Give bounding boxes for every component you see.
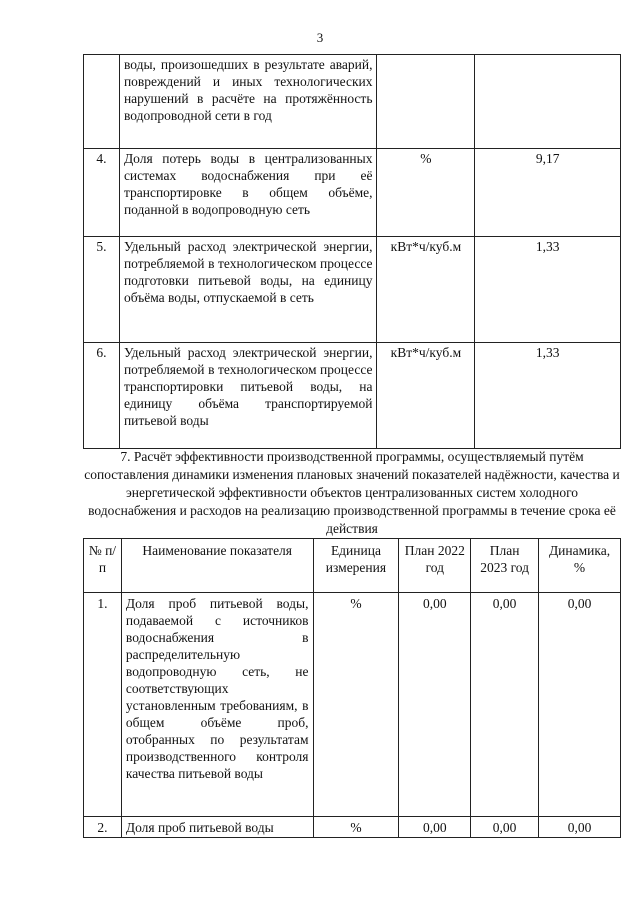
indicator-value: 1,33 — [475, 237, 621, 343]
row-number — [84, 55, 120, 149]
indicator-value — [475, 55, 621, 149]
indicator-unit: кВт*ч/куб.м — [377, 237, 475, 343]
page-number: 3 — [316, 30, 324, 45]
section-7-heading: 7. Расчёт эффективности производственной программы, осуществляемый путём сопоставления динамики изменения плановых значений показателей надёжности, качества и энергетической эффективности объектов централизованных систем холодного водоснабжения и расходов на реализацию производственной программы в течение срока её действия — [84, 449, 620, 536]
indicators-table-continued — [83, 54, 621, 449]
plan-2023-value: 0,00 — [471, 817, 539, 838]
plan-2023-value: 0,00 — [471, 593, 539, 817]
plan-2022-value: 0,00 — [399, 817, 471, 838]
table-row — [84, 237, 621, 343]
header-num: № п/п — [84, 539, 122, 593]
plan-2022-value: 0,00 — [399, 593, 471, 817]
dynamics-value: 0,00 — [539, 817, 621, 838]
indicator-unit: % — [313, 817, 399, 838]
header-unit: Единица измерения — [313, 539, 399, 593]
indicator-unit: кВт*ч/куб.м — [377, 343, 475, 449]
table-row — [84, 817, 621, 838]
header-plan-2023: План 2023 год — [471, 539, 539, 593]
row-number: 5. — [84, 237, 120, 343]
indicator-name: воды, произошедших в результате аварий, повреждений и иных технологических нарушений в расчёте на протяжённость водопроводной сети в год — [119, 55, 377, 149]
indicator-value: 1,33 — [475, 343, 621, 449]
indicator-name: Доля проб питьевой воды — [121, 817, 313, 838]
indicator-unit — [377, 55, 475, 149]
indicator-name: Удельный расход электрической энергии, потребляемой в технологическом процессе транспортировки питьевой воды, на единицу объёма транспортируемой питьевой воды — [119, 343, 377, 449]
indicator-unit: % — [313, 593, 399, 817]
header-name: Наименование показателя — [121, 539, 313, 593]
indicator-unit: % — [377, 149, 475, 237]
indicator-name: Доля проб питьевой воды, подаваемой с источников водоснабжения в распределительную водопроводную сеть, не соответствующих установленным требованиям, в общем объёме проб, отобранных по результатам производственного контроля качества питьевой воды — [121, 593, 313, 817]
row-number: 4. — [84, 149, 120, 237]
row-number: 1. — [84, 593, 122, 817]
table-row — [84, 55, 621, 149]
header-plan-2022: План 2022 год — [399, 539, 471, 593]
indicator-name: Доля потерь воды в централизованных системах водоснабжения при её транспортировке в общем объёме, поданной в водопроводную сеть — [119, 149, 377, 237]
row-number: 6. — [84, 343, 120, 449]
table-row — [84, 149, 621, 237]
indicator-name: Удельный расход электрической энергии, потребляемой в технологическом процессе подготовки питьевой воды, на единицу объёма воды, отпускаемой в сеть — [119, 237, 377, 343]
table-header-row — [84, 539, 621, 593]
efficiency-table — [83, 538, 621, 838]
table-row — [84, 343, 621, 449]
dynamics-value: 0,00 — [539, 593, 621, 817]
header-dynamics: Динамика, % — [539, 539, 621, 593]
row-number: 2. — [84, 817, 122, 838]
indicator-value: 9,17 — [475, 149, 621, 237]
table-row — [84, 593, 621, 817]
